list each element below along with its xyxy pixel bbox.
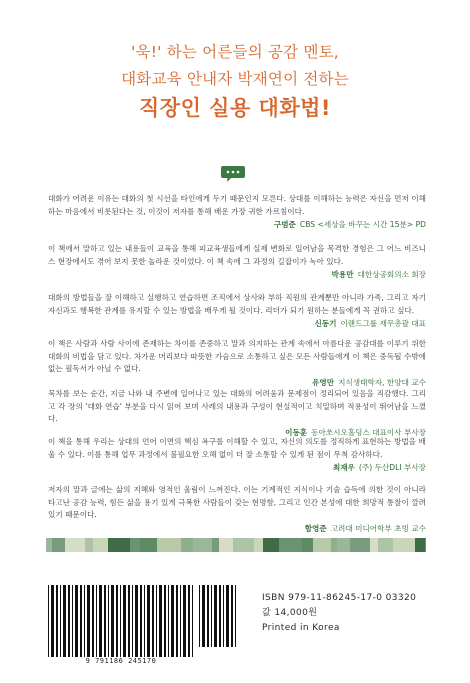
barcode-icon [48, 585, 194, 657]
review-text: 이 책은 사람과 사람 사이에 존재하는 차이를 존중하고 말과 의지하는 관계 속에서 아름다운 공감대를 이루기 위한 대화의 비법을 담고 있다. 차가운 머리보다 따뜻한 가슴으로 소통하고 싶은 모든 사람들에게 이 책은 중독될 수밖에 없는 필독서가 아닐 수 없다. [48, 339, 426, 374]
reviewer-name: 최재우 [332, 463, 355, 473]
review-block [48, 338, 426, 389]
reviewer-title: 고려대 미디어학부 초빙 교수 [330, 523, 426, 533]
review-block [48, 436, 426, 475]
reviewer-title: 지식생태학자, 한양대 교수 [338, 377, 426, 387]
review-attribution [48, 269, 426, 282]
header-headline: 직장인 실용 대화법! [139, 96, 331, 120]
barcode-addon-icon [199, 585, 237, 647]
reviewer-title: 대한상공회의소 회장 [357, 270, 426, 280]
isbn-number: ISBN 979-11-86245-17-0 03320 [262, 593, 417, 603]
review-block [48, 484, 426, 535]
review-text: 묵차를 보는 순간, 지금 나와 내 주변에 일어나고 있는 대화의 어려움과 문제점이 정리되어 있음을 직감했다. 그리고 각 장의 '대화 연습' 부분을 다시 읽어 보며 사례의 내용과 구성이 현실적이고 치밀하며 적용성이 뛰어남을 느꼈다. [48, 389, 426, 424]
reviewer-title: (주) 두산DLI 부사장 [358, 463, 426, 473]
header-line-2: 대화교육 안내자 박재연이 전하는 [121, 70, 349, 88]
reviewer-name: 구범준 [273, 220, 296, 230]
header-line-1: '욱!' 하는 어른들의 공감 멘토, [131, 43, 339, 61]
reviewer-title: CBS <세상을 바꾸는 시간 15분> PD [299, 220, 426, 230]
review-attribution [48, 523, 426, 536]
review-text: 저자의 말과 글에는 삶의 지혜와 영적인 울림이 느껴진다. 이는 기계적인 지식이나 기술 습득에 의한 것이 아니라 타고난 공감 능력, 힘든 삶을 용기 있게 극복한 사람들이 갖는 현명함, 그리고 인간 본성에 대한 희망적 통찰이 깔려 있기 때문이다. [48, 485, 426, 520]
review-block [48, 292, 426, 331]
printed-in: Printed in Korea [262, 623, 340, 633]
review-text: 대화의 방법들을 잘 이해하고 실행하고 연습하면 조직에서 상사와 부하 직원의 관계뿐만 아니라 가족, 그리고 자기 자신과도 행복한 관계를 유지할 수 있는 방법을 배우게 될 것이다. 리더가 되기 원하는 분들에게 꼭 권하고 싶다. [48, 293, 426, 315]
review-text: 대화가 어려운 이유는 대화의 첫 시선을 타인에게 두기 때문인지 모른다. 상대를 이해하는 능력은 자신을 먼저 이해하는 마음에서 비롯된다는 것, 이것이 저자를 통해 배운 가장 귀한 가르침이다. [48, 194, 426, 216]
review-block [48, 193, 426, 232]
reviewer-title: 이랜드그룹 재무총괄 대표 [340, 319, 426, 329]
cover-header [0, 0, 470, 158]
decorative-color-strip [46, 538, 426, 552]
barcode-digits: 9 791186 245170 [85, 657, 157, 665]
reviewer-name: 함영준 [304, 523, 327, 533]
review-text: 이 책을 통해 우리는 상대의 언어 이면의 핵심 욕구를 이해할 수 있고, 자신의 의도를 정직하게 표현하는 방법을 배울 수 있다. 이를 통해 업무 과정에서 불필요한 오해 없이 더 잘 소통할 수 있게 된 점이 무척 감사하다. [48, 437, 426, 459]
review-attribution [48, 462, 426, 475]
review-block [48, 243, 426, 282]
reviewer-name: 박용만 [331, 270, 354, 280]
review-attribution [48, 219, 426, 232]
reviewer-name: 신동기 [314, 319, 337, 329]
reviewer-name: 이동훈 [285, 427, 308, 437]
review-text: 이 책에서 말하고 있는 내용들이 교육을 통해 피교육생들에게 실제 변화로 일어남을 목격한 경험은 그 어느 비즈니스 현장에서도 겪어 보지 못한 놀라운 것이었다. 이 책 속에 그 과정의 길잡이가 녹아 있다. [48, 244, 426, 266]
isbn-block [262, 591, 416, 636]
speech-bubble-icon [220, 165, 246, 183]
reviewer-title: 동아쏘시오홀딩스 대표이사 부사장 [311, 427, 426, 437]
price: 값 14,000원 [262, 608, 318, 618]
reviewer-name: 유영만 [312, 377, 335, 387]
review-attribution [48, 318, 426, 331]
review-block [48, 388, 426, 439]
